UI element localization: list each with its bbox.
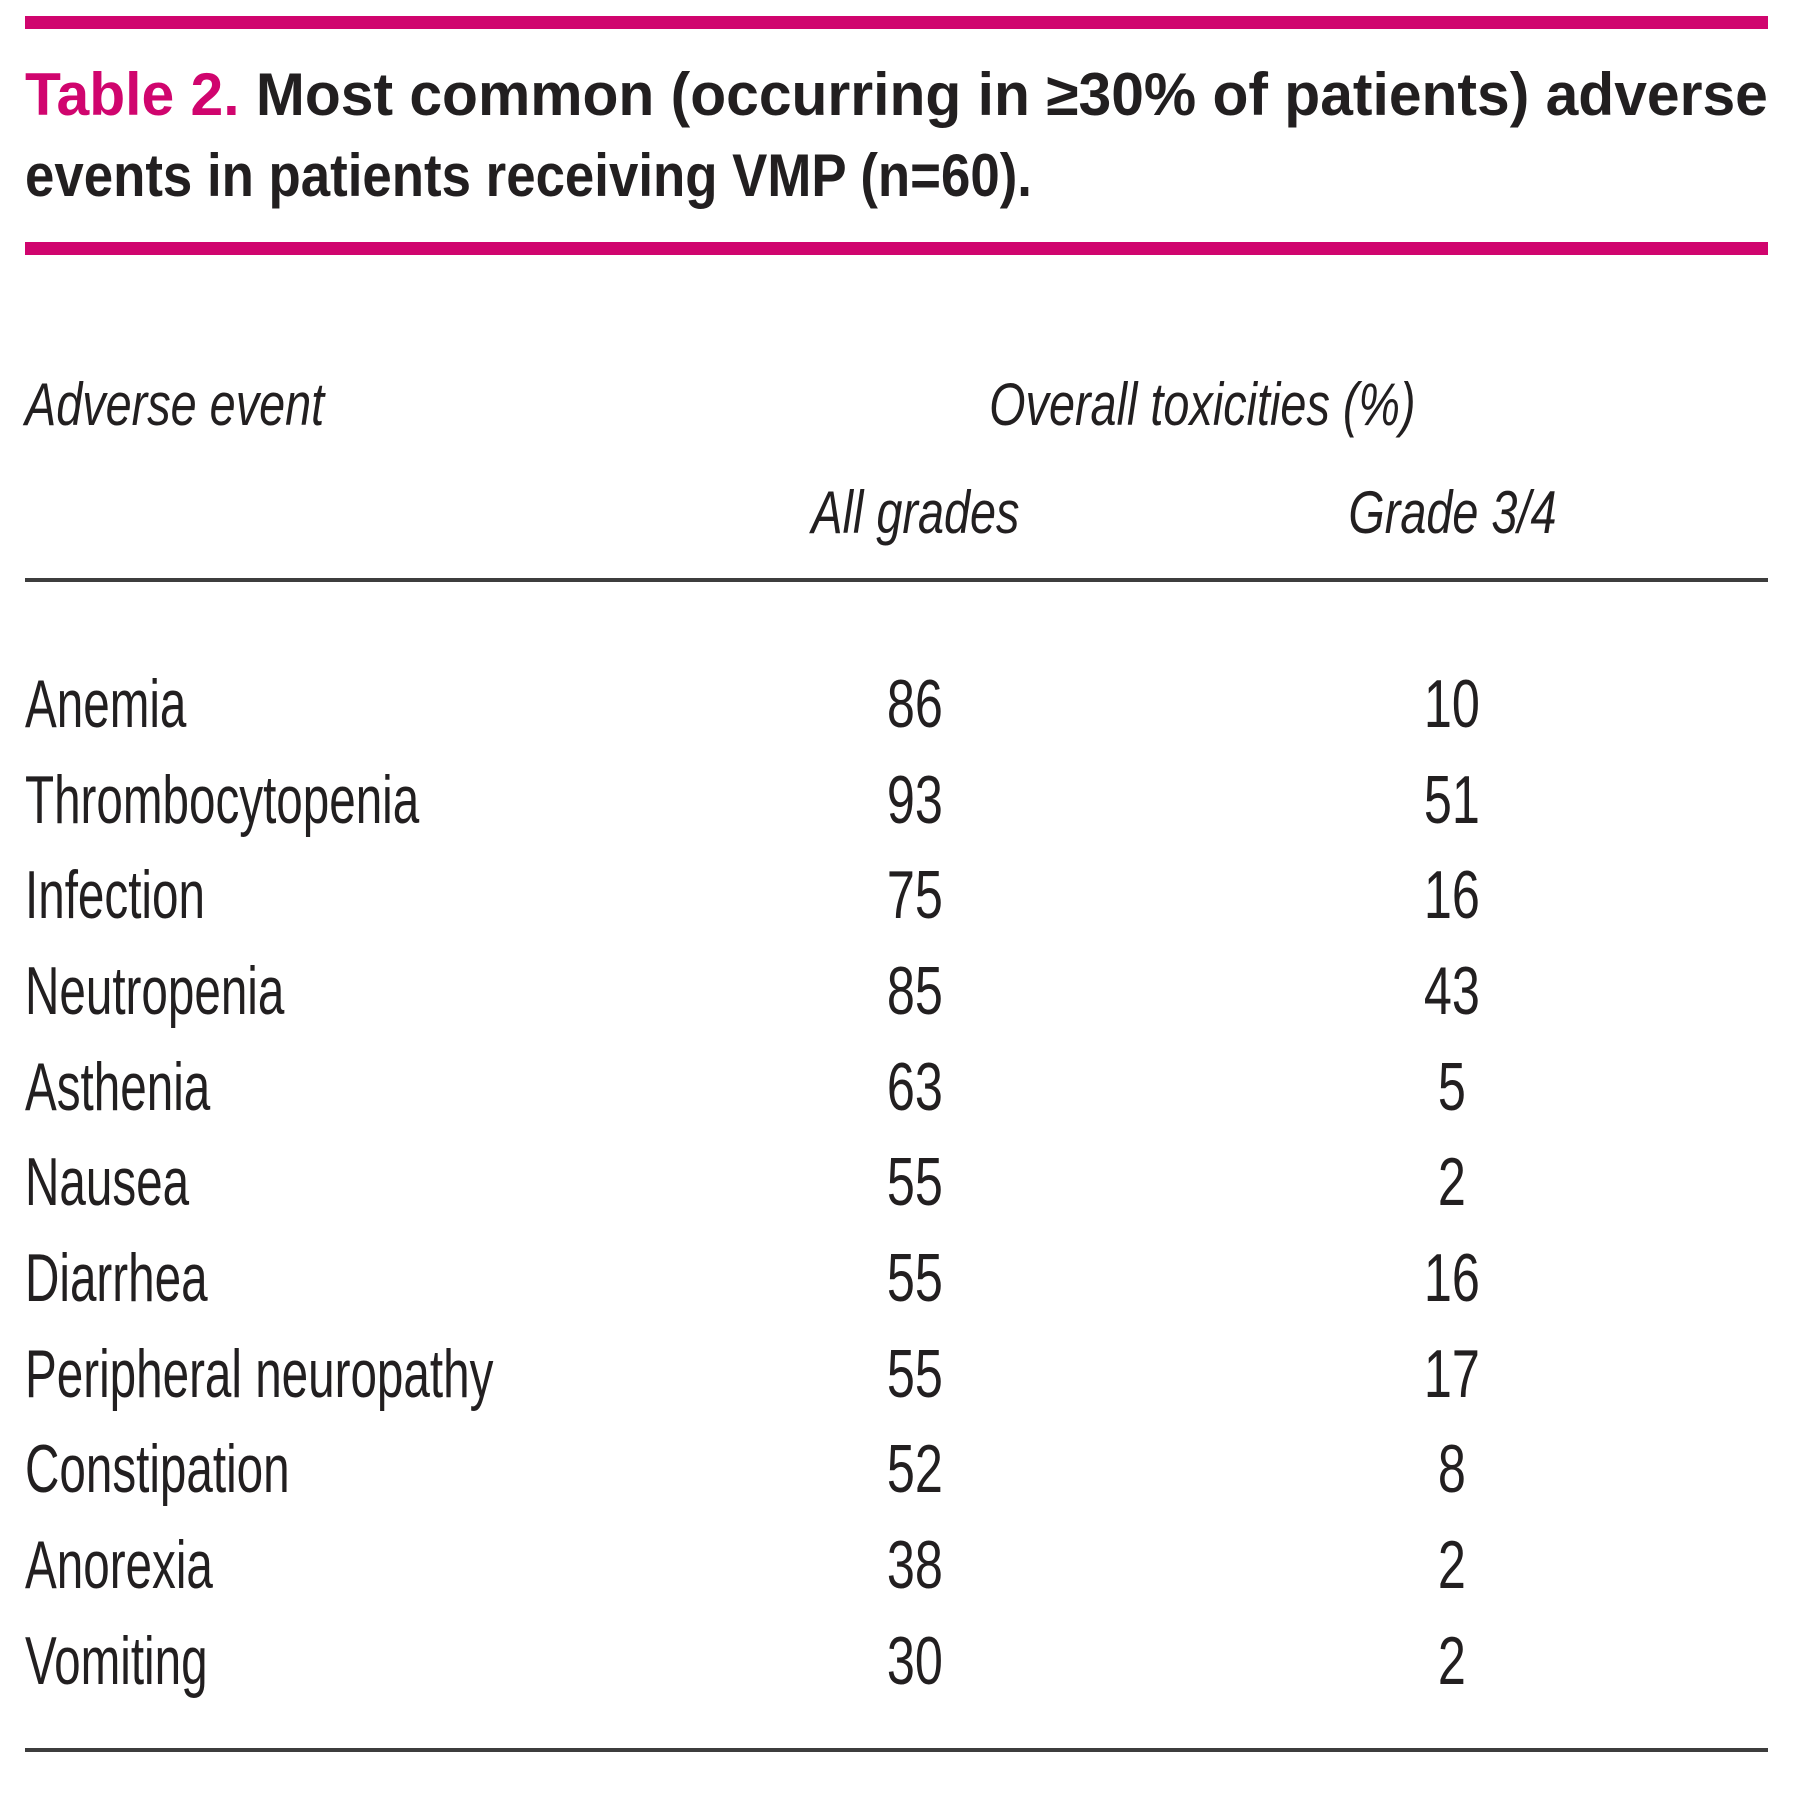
table-title-text: Most common (occurring in ≥30% of patients) adverse xyxy=(255,61,1768,128)
cell-adverse-event: Anorexia xyxy=(25,1527,213,1604)
table-row xyxy=(25,847,1768,943)
cell-grade-3-4: 16 xyxy=(1424,857,1480,934)
table-row xyxy=(25,752,1768,848)
cell-adverse-event: Anemia xyxy=(25,665,187,742)
header-divider-rule xyxy=(25,578,1768,582)
cell-grade-3-4: 16 xyxy=(1424,1239,1480,1316)
cell-all-grades: 55 xyxy=(887,1144,943,1221)
table-row xyxy=(25,1517,1768,1613)
cell-all-grades: 86 xyxy=(887,665,943,742)
column-group-header-overall-toxicities: Overall toxicities (%) xyxy=(988,371,1416,438)
cell-grade-3-4: 17 xyxy=(1424,1335,1480,1412)
cell-all-grades: 55 xyxy=(887,1335,943,1412)
cell-grade-3-4: 10 xyxy=(1424,665,1480,742)
column-header-adverse-event: Adverse event xyxy=(25,371,325,438)
cell-grade-3-4: 2 xyxy=(1437,1527,1466,1604)
table-body xyxy=(25,656,1768,1709)
cell-grade-3-4: 2 xyxy=(1437,1144,1466,1221)
cell-all-grades: 38 xyxy=(887,1527,943,1604)
cell-all-grades: 85 xyxy=(887,952,943,1029)
table-row xyxy=(25,1134,1768,1230)
table-row xyxy=(25,1230,1768,1326)
table-row xyxy=(25,1613,1768,1709)
table-bottom-rule xyxy=(25,1748,1768,1752)
cell-adverse-event: Neutropenia xyxy=(25,952,285,1029)
table-row xyxy=(25,1326,1768,1422)
column-header-all-grades: All grades xyxy=(810,479,1020,546)
cell-adverse-event: Constipation xyxy=(25,1431,290,1508)
top-accent-bar xyxy=(25,16,1768,29)
column-header-grade-3-4: Grade 3/4 xyxy=(1347,479,1557,546)
cell-adverse-event: Peripheral neuropathy xyxy=(25,1335,494,1412)
cell-all-grades: 55 xyxy=(887,1239,943,1316)
table-title-text-cont: events in patients receiving VMP (n=60). xyxy=(25,142,1032,209)
cell-adverse-event: Vomiting xyxy=(25,1622,208,1699)
table-title-line2 xyxy=(25,142,1032,209)
cell-grade-3-4: 8 xyxy=(1437,1431,1466,1508)
header-row-2 xyxy=(25,479,1768,546)
title-underline-bar xyxy=(25,242,1768,255)
table-row xyxy=(25,943,1768,1039)
cell-adverse-event: Infection xyxy=(25,857,205,934)
header-row-1 xyxy=(25,371,1768,438)
table-row xyxy=(25,1422,1768,1518)
header-spacer xyxy=(25,483,665,543)
cell-grade-3-4: 43 xyxy=(1424,952,1480,1029)
cell-all-grades: 30 xyxy=(887,1622,943,1699)
table-title-line1 xyxy=(25,61,1768,128)
cell-all-grades: 63 xyxy=(887,1048,943,1125)
cell-grade-3-4: 5 xyxy=(1437,1048,1466,1125)
cell-adverse-event: Nausea xyxy=(25,1144,190,1221)
table-row xyxy=(25,1039,1768,1135)
cell-adverse-event: Diarrhea xyxy=(25,1239,208,1316)
cell-adverse-event: Thrombocytopenia xyxy=(25,761,420,838)
cell-adverse-event: Asthenia xyxy=(25,1048,211,1125)
cell-all-grades: 93 xyxy=(887,761,943,838)
cell-grade-3-4: 51 xyxy=(1424,761,1480,838)
cell-grade-3-4: 2 xyxy=(1437,1622,1466,1699)
cell-all-grades: 75 xyxy=(887,857,943,934)
table-number-label: Table 2. xyxy=(25,61,240,128)
cell-all-grades: 52 xyxy=(887,1431,943,1508)
table-row xyxy=(25,656,1768,752)
